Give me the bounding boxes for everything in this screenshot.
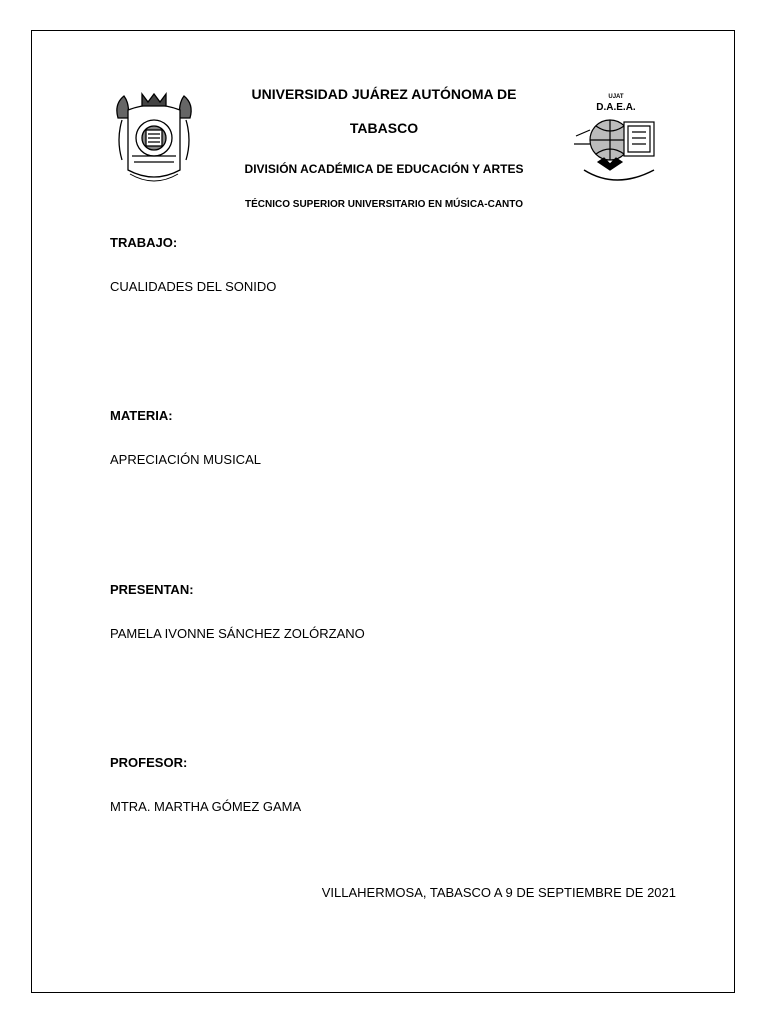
presentan-value: PAMELA IVONNE SÁNCHEZ ZOLÓRZANO [110,626,365,641]
trabajo-value: CUALIDADES DEL SONIDO [110,279,277,294]
place-date: VILLAHERMOSA, TABASCO A 9 DE SEPTIEMBRE DE 2021 [321,885,676,900]
trabajo-label: TRABAJO: [110,235,178,250]
daea-logo [570,90,662,194]
division-name: DIVISIÓN ACADÉMICA DE EDUCACIÓN Y ARTES [244,162,524,176]
daea-logo-text: D.A.E.A. [596,102,636,113]
university-name-line2: TABASCO [349,120,419,136]
daea-logo-subtext: UJAT [608,94,624,100]
profesor-label: PROFESOR: [110,755,188,770]
materia-label: MATERIA: [110,408,173,423]
profesor-value: MTRA. MARTHA GÓMEZ GAMA [110,799,302,814]
materia-value: APRECIACIÓN MUSICAL [110,452,261,467]
program-name: TÉCNICO SUPERIOR UNIVERSITARIO EN MÚSICA-CANTO [245,199,523,210]
university-name-line1: UNIVERSIDAD JUÁREZ AUTÓNOMA DE [251,86,517,102]
presentan-label: PRESENTAN: [110,582,194,597]
